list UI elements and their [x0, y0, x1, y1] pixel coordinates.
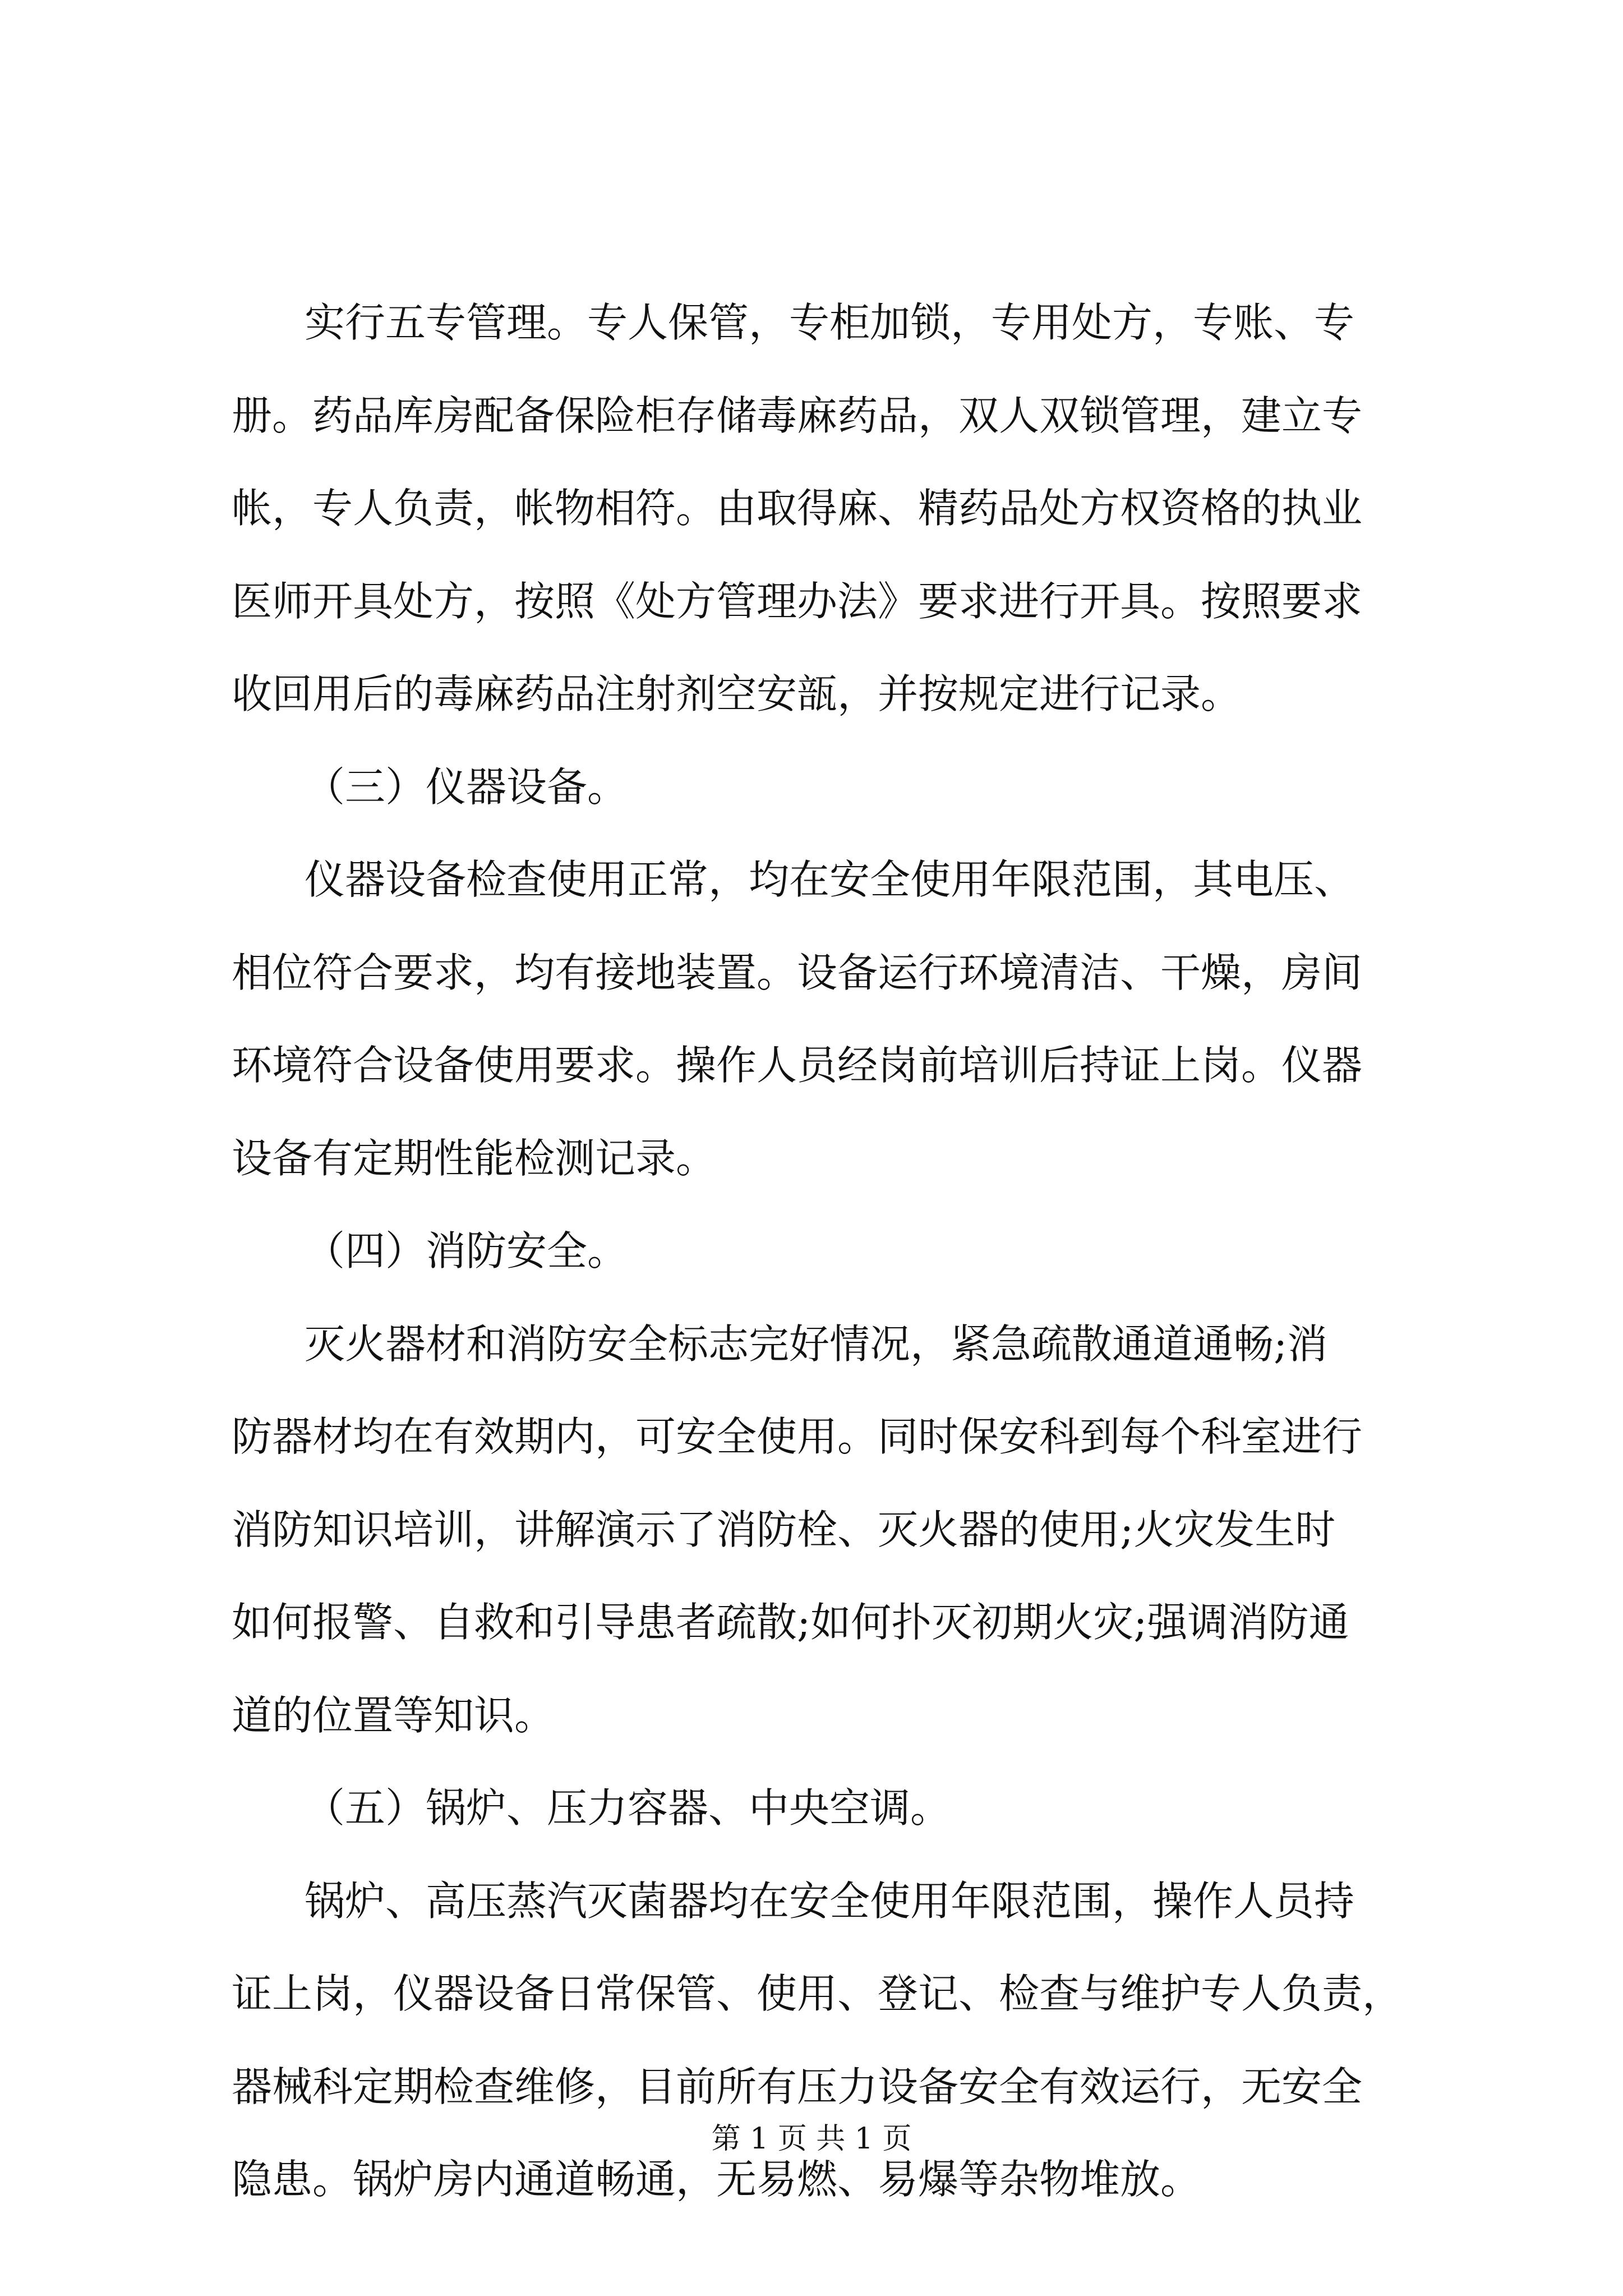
paragraph-line: 如何报警、自救和引导患者疏散;如何扑灭初期火灾;强调消防通	[232, 1599, 1349, 1646]
paragraph-line: 器械科定期检查维修，目前所有压力设备安全有效运行，无安全	[232, 2063, 1363, 2110]
paragraph-line: 消防知识培训，讲解演示了消防栓、灭火器的使用;火灾发生时	[232, 1506, 1336, 1553]
paragraph-line: 收回用后的毒麻药品注射剂空安瓿，并按规定进行记录。	[232, 670, 1242, 717]
document-body	[232, 295, 1437, 2244]
paragraph-line: 灭火器材和消防安全标志完好情况，紧急疏散通道通畅;消	[305, 1320, 1328, 1368]
paragraph-line: 设备有定期性能检测记录。	[232, 1134, 717, 1182]
paragraph-line: 实行五专管理。专人保管，专柜加锁，专用处方，专账、专	[305, 299, 1355, 346]
paragraph-line: 防器材均在有效期内，可安全使用。同时保安科到每个科室进行	[232, 1413, 1363, 1460]
paragraph-line: 锅炉、高压蒸汽灭菌器均在安全使用年限范围，操作人员持	[305, 1877, 1355, 1925]
paragraph-line: 医师开具处方，按照《处方管理办法》要求进行开具。按照要求	[232, 577, 1363, 625]
paragraph-line: 帐，专人负责，帐物相符。由取得麻、精药品处方权资格的执业	[232, 485, 1363, 532]
paragraph-line: 隐患。锅炉房内通道畅通，无易燃、易爆等杂物堆放。	[232, 2156, 1201, 2203]
section-heading: （四）消防安全。	[305, 1227, 628, 1274]
paragraph-line: 册。药品库房配备保险柜存储毒麻药品，双人双锁管理，建立专	[232, 392, 1363, 439]
paragraph-line: 环境符合设备使用要求。操作人员经岗前培训后持证上岗。仪器	[232, 1042, 1363, 1089]
paragraph-line: 证上岗，仪器设备日常保管、使用、登记、检查与维护专人负责，	[232, 1970, 1403, 2017]
page-number-footer: 第 1 页 共 1 页	[711, 2122, 912, 2156]
paragraph-line: 道的位置等知识。	[232, 1691, 555, 1739]
section-heading: （三）仪器设备。	[305, 763, 628, 811]
section-heading: （五）锅炉、压力容器、中央空调。	[305, 1784, 951, 1832]
paragraph-line: 仪器设备检查使用正常，均在安全使用年限范围，其电压、	[305, 856, 1355, 903]
paragraph-line: 相位符合要求，均有接地装置。设备运行环境清洁、干燥，房间	[232, 949, 1363, 996]
